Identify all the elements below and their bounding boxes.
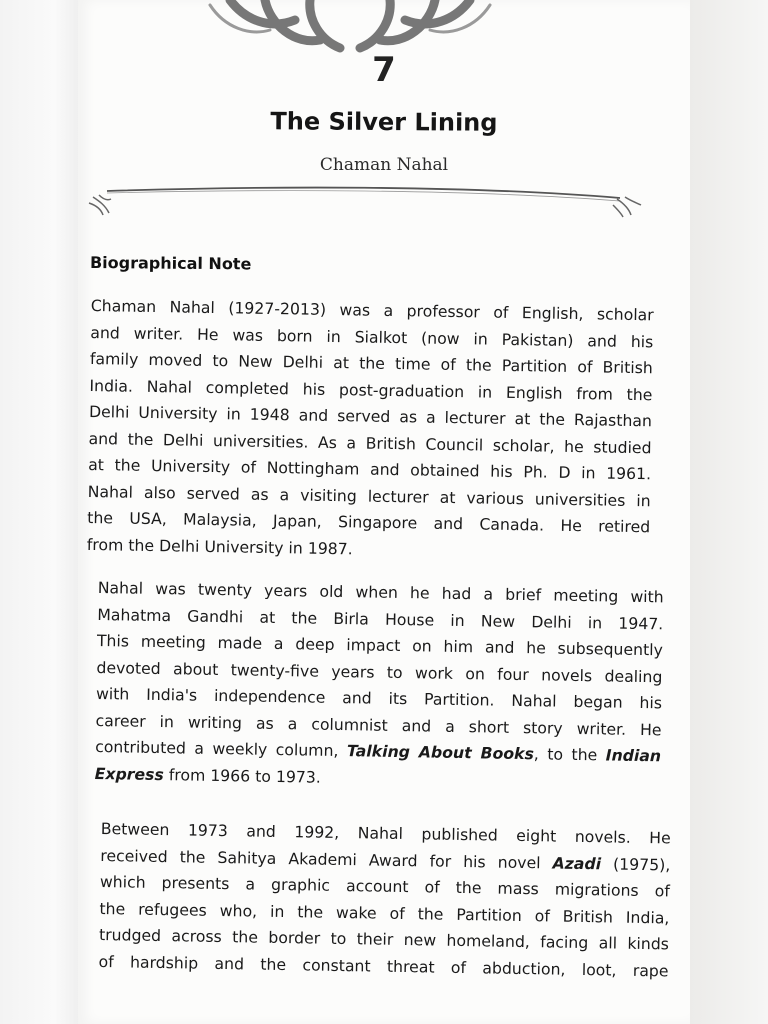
biography-paragraph-2 xyxy=(94,575,663,796)
text-line: the USA, Malaysia, Japan, Singapore and Canada. He retired xyxy=(87,507,651,537)
text-line: devoted about twenty-five years to work on four novels dealing xyxy=(96,657,663,686)
text-line: from the Delhi University in 1987. xyxy=(86,534,353,558)
text-line: Mahatma Gandhi at the Birla House in New Delhi in 1947. xyxy=(97,604,664,633)
text-run: received the Sahitya Akademi Award for his novel xyxy=(100,845,553,872)
text-run: contributed a weekly column, xyxy=(94,736,348,761)
text-line: career in writing as a columnist and a short story writer. He xyxy=(95,710,662,739)
newspaper-name: Indian xyxy=(605,745,662,766)
biography-paragraph-1 xyxy=(87,293,654,567)
section-heading: Biographical Note xyxy=(89,253,252,274)
left-margin-strip xyxy=(0,0,78,1024)
right-margin-strip xyxy=(690,0,768,1024)
chapter-ornament xyxy=(190,0,510,55)
text-line: Delhi University in 1948 and served as a lecturer at the Rajasthan xyxy=(88,401,653,431)
text-line: Between 1973 and 1992, Nahal published eight novels. He xyxy=(100,818,671,848)
divider-flourish-right xyxy=(613,197,641,217)
text-line: with India's independence and its Partition. Nahal began his xyxy=(95,683,663,713)
biography-paragraph-3 xyxy=(98,816,671,984)
chapter-author: Chaman Nahal xyxy=(319,155,449,175)
text-line: family moved to New Delhi at the time of the Partition of British xyxy=(89,348,653,378)
text-line: which presents a graphic account of the mass migrations of xyxy=(99,871,670,901)
text-run: (1975), xyxy=(600,853,671,874)
text-line: of hardship and the constant threat of abduction, loot, rape xyxy=(98,951,669,980)
text-line: and the Delhi universities. As a British Council scholar, he studied xyxy=(88,428,652,457)
text-line: Chaman Nahal (1927-2013) was a professor of English, scholar xyxy=(90,295,654,325)
decorative-divider xyxy=(85,183,645,223)
text-run: , to the xyxy=(533,744,606,765)
text-line: trudged across the border to their new homeland, facing all kinds xyxy=(98,924,670,954)
text-line: the refugees who, in the wake of the Partition of British India, xyxy=(99,898,670,927)
text-line: and writer. He was born in Sialkot (now in Pakistan) and his xyxy=(90,322,654,351)
text-line: Nahal also served as a visiting lecturer at various universities in xyxy=(87,481,651,510)
divider-flourish-left xyxy=(89,195,111,215)
column-title: Talking About Books xyxy=(346,741,535,764)
text-line: This meeting made a deep impact on him and he subsequently xyxy=(96,630,663,660)
chapter-title: The Silver Lining xyxy=(270,107,498,137)
newspaper-name: Express xyxy=(94,763,164,784)
novel-title: Azadi xyxy=(552,852,602,873)
chapter-number: 7 xyxy=(372,50,396,90)
text-line: at the University of Nottingham and obtained his Ph. D in 1961. xyxy=(87,454,652,484)
text-line: Nahal was twenty years old when he had a brief meeting with xyxy=(97,577,664,607)
text-line: India. Nahal completed his post-graduation in English from the xyxy=(89,375,653,404)
text-run: from 1966 to 1973. xyxy=(163,764,322,787)
